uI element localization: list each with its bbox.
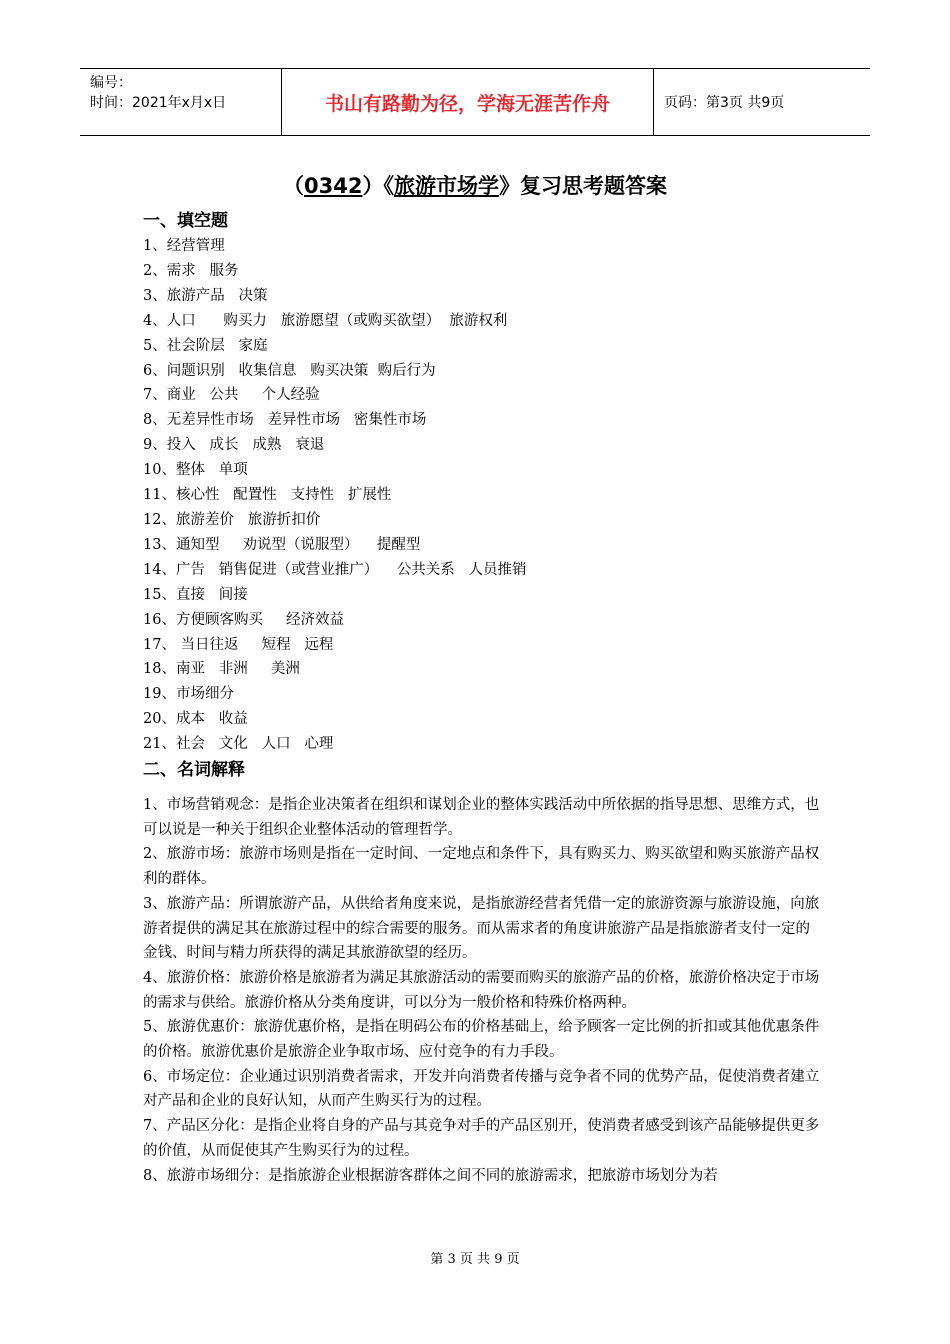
list-item: 3、旅游产品 决策 [143, 287, 268, 304]
page-footer: 第 3 页 共 9 页 [430, 1252, 520, 1267]
header-page-number: 页码：第3页 共9页 [664, 95, 785, 111]
definition-item: 7、产品区分化：是指企业将自身的产品与其竞争对手的产品区别开，使消费者感受到该产品能够提供更多的价值，从而促使其产生购买行为的过程。 [143, 1118, 820, 1159]
fill-in-answers [143, 234, 823, 757]
title-mid: ）《 [362, 174, 394, 198]
list-item: 7、商业 公共 个人经验 [143, 387, 320, 404]
title-open: （ [283, 174, 305, 198]
list-item: 17、 当日往返 短程 远程 [143, 636, 334, 653]
header-motto: 书山有路勤为径，学海无涯苦作舟 [282, 69, 654, 135]
list-item: 21、社会 文化 人口 心理 [143, 736, 334, 753]
section-heading-definitions: 二、名词解释 [143, 760, 245, 781]
page-header [80, 68, 870, 136]
list-item: 14、广告 销售促进（或营业推广） 公共关系 人员推销 [143, 561, 527, 578]
document-title [0, 170, 950, 200]
list-item: 8、无差异性市场 差异性市场 密集性市场 [143, 412, 427, 429]
list-item: 9、投入 成长 成熟 衰退 [143, 437, 325, 454]
definition-answers [143, 793, 823, 1188]
list-item: 15、直接 间接 [143, 586, 248, 603]
list-item: 10、整体 单项 [143, 462, 248, 479]
list-item: 19、市场细分 [143, 686, 234, 703]
definition-item: 5、旅游优惠价：旅游优惠价格，是指在明码公布的价格基础上，给予顾客一定比例的折扣或其他优惠条件的价格。旅游优惠价是旅游企业争取市场、应付竞争的有力手段。 [143, 1019, 820, 1061]
definition-item: 8、旅游市场细分：是指旅游企业根据游客群体之间不同的旅游需求，把旅游市场划分为若 [143, 1167, 718, 1184]
definition-item: 1、市场营销观念：是指企业决策者在组织和谋划企业的整体实践活动中所依据的指导思想、思维方式，也可以说是一种关于组织企业整体活动的管理哲学。 [143, 797, 820, 838]
header-number: 编号： [90, 75, 132, 91]
definition-item: 6、市场定位：企业通过识别消费者需求，开发并向消费者传播与竞争者不同的优势产品，促使消费者建立对产品和企业的良好认知，从而产生购买行为的过程。 [143, 1068, 820, 1110]
list-item: 12、旅游差价 旅游折扣价 [143, 511, 321, 528]
list-item: 6、问题识别 收集信息 购买决策 购后行为 [143, 362, 436, 379]
header-time: 时间：2021年x月x日 [90, 95, 227, 111]
definition-item: 2、旅游市场：旅游市场则是指在一定时间、一定地点和条件下，具有购买力、购买欲望和购买旅游产品权利的群体。 [143, 846, 820, 888]
list-item: 18、南亚 非洲 美洲 [143, 661, 300, 678]
list-item: 20、成本 收益 [143, 711, 248, 728]
section-heading-fill-in: 一、填空题 [143, 211, 228, 231]
list-item: 4、人口 购买力 旅游愿望（或购买欲望） 旅游权利 [143, 312, 508, 329]
list-item: 13、通知型 劝说型（说服型） 提醒型 [143, 536, 421, 553]
header-meta [80, 69, 282, 135]
list-item: 16、方便顾客购买 经济效益 [143, 611, 344, 628]
list-item: 5、社会阶层 家庭 [143, 337, 268, 354]
title-rest: 》复习思考题答案 [498, 174, 667, 198]
definition-item: 4、旅游价格：旅游价格是旅游者为满足其旅游活动的需要而购买的旅游产品的价格，旅游价格决定于市场的需求与供给。旅游价格从分类角度讲，可以分为一般价格和特殊价格两种。 [143, 969, 820, 1011]
list-item: 11、核心性 配置性 支持性 扩展性 [143, 487, 392, 504]
title-code: 0342 [304, 174, 363, 198]
document-body [143, 208, 823, 1188]
list-item: 1、经营管理 [143, 238, 225, 254]
title-name: 旅游市场学 [393, 174, 499, 198]
definition-item: 3、旅游产品：所谓旅游产品，从供给者角度来说，是指旅游经营者凭借一定的旅游资源与旅游设施，向旅游者提供的满足其在旅游过程中的综合需要的服务。而从需求者的角度讲旅游产品是指旅游者支付一定的金钱、时间与精力所获得的满足其旅游欲望的经历。 [143, 895, 820, 962]
list-item: 2、需求 服务 [143, 262, 239, 279]
